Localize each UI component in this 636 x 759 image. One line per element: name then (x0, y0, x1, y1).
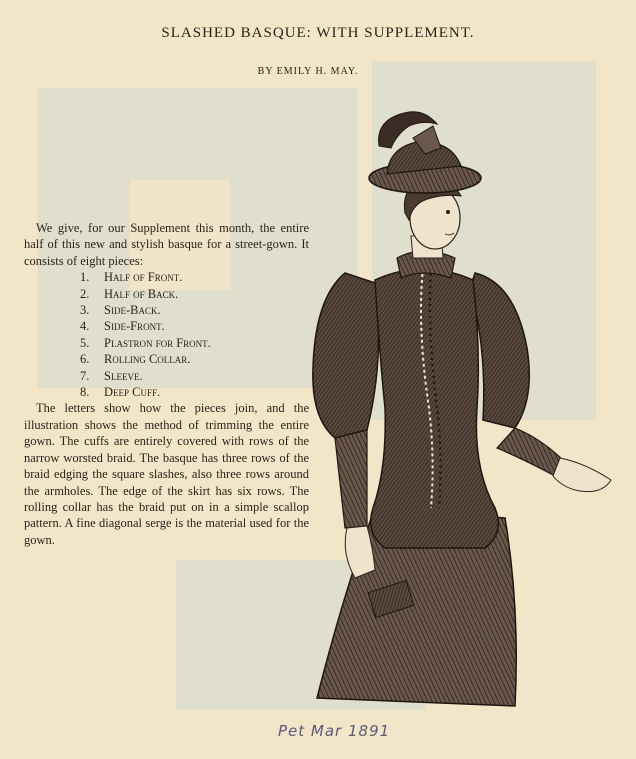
piece-number: 3. (80, 303, 90, 318)
left-cuff-shape (335, 430, 367, 528)
piece-number: 7. (80, 368, 90, 383)
piece-name: Half of Front. (104, 270, 183, 285)
piece-name: Side-Back. (104, 303, 161, 318)
piece-number: 4. (80, 319, 90, 334)
piece-number: 1. (80, 270, 90, 285)
piece-name: Deep Cuff. (104, 385, 161, 400)
page-title: SLASHED BASQUE: WITH SUPPLEMENT. (161, 25, 475, 41)
list-item (24, 351, 309, 367)
piece-number: 8. (80, 385, 90, 400)
pieces-list (24, 269, 309, 400)
piece-name: Plastron for Front. (104, 335, 211, 350)
list-item (24, 318, 309, 334)
right-hand-shape (553, 458, 611, 492)
list-item (24, 384, 309, 400)
pencil-annotation: Pet Mar 1891 (278, 722, 391, 740)
piece-number: 6. (80, 352, 90, 367)
piece-name: Rolling Collar. (104, 352, 191, 367)
list-item (24, 269, 309, 285)
fashion-illustration (305, 108, 617, 708)
eye-shape (446, 210, 450, 214)
right-cuff-shape (497, 428, 563, 476)
intro-paragraph: We give, for our Supplement this month, the entire half of this new and stylish basque for a street-gown. It consists of eight pieces: (24, 221, 309, 268)
piece-name: Half of Back. (104, 286, 179, 301)
list-item (24, 335, 309, 351)
byline: BY EMILY H. MAY. (257, 66, 359, 77)
piece-name: Sleeve. (104, 368, 143, 383)
left-sleeve-shape (313, 273, 379, 438)
article-text (24, 220, 309, 548)
piece-number: 2. (80, 286, 90, 301)
right-sleeve-shape (470, 273, 529, 428)
piece-number: 5. (80, 335, 90, 350)
list-item (24, 368, 309, 384)
list-item (24, 286, 309, 302)
piece-name: Side-Front. (104, 319, 165, 334)
list-item (24, 302, 309, 318)
body-paragraph: The letters show how the pieces join, and the illustration shows the method of trimming the entire gown. The cuffs are entirely covered with rows of the narrow worsted braid. The basque has three rows of the braid edging the square slashes, also three rows around the armholes. The edge of the skirt has six rows. The rolling collar has the braid put on in a simple scallop pattern. A fine diagonal serge is the material used for the gown. (24, 401, 309, 547)
